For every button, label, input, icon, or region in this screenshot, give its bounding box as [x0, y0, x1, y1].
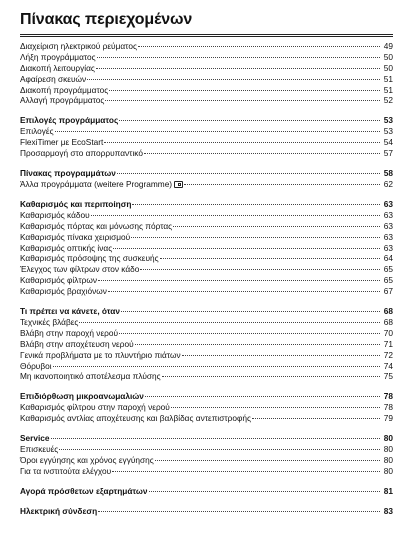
title-rule-top — [20, 34, 393, 35]
book-icon — [174, 181, 183, 188]
toc-entry[interactable] — [20, 264, 393, 275]
section-gap — [20, 477, 393, 485]
section-gap — [20, 190, 393, 198]
toc-entry-label: Άλλα προγράμματα (weitere Programme) — [20, 179, 173, 190]
toc-section — [20, 382, 393, 424]
dot-leader — [96, 68, 380, 69]
page-title: Πίνακας περιεχομένων — [20, 11, 193, 28]
dot-leader — [184, 184, 380, 185]
dot-leader — [145, 396, 380, 397]
toc-entry[interactable] — [20, 232, 393, 243]
toc-entry[interactable] — [20, 328, 393, 339]
toc-section-heading[interactable] — [20, 505, 393, 517]
toc-entry[interactable] — [20, 41, 393, 52]
page-number: 80 — [383, 433, 393, 444]
dot-leader — [252, 418, 380, 419]
page-number: 57 — [383, 148, 393, 159]
toc-entry-label: Καθαρισμός φίλτρων — [20, 275, 98, 286]
toc-entry[interactable] — [20, 413, 393, 424]
toc-entry[interactable] — [20, 126, 393, 137]
dot-leader — [51, 438, 380, 439]
toc-entry-label: Για τα ινστιτούτα ελέγχου — [20, 465, 112, 476]
page-number: 81 — [383, 485, 393, 496]
toc-entry-label: Διαχείριση ηλεκτρικού ρεύματος — [20, 41, 137, 51]
toc-entry-label: Καθαρισμός φίλτρου στην παροχή νερού — [20, 402, 170, 413]
dot-leader — [53, 366, 380, 367]
page-number: 50 — [383, 51, 393, 62]
toc-entry-label: Λήξη προγράμματος — [20, 51, 96, 62]
dot-leader — [105, 100, 380, 101]
page-number: 80 — [383, 455, 393, 466]
page-number: 62 — [383, 179, 393, 190]
toc-entry[interactable] — [20, 179, 393, 190]
toc-section-heading[interactable] — [20, 432, 393, 444]
toc-entry[interactable] — [20, 85, 393, 96]
toc-section-heading[interactable] — [20, 390, 393, 402]
dot-leader — [171, 407, 380, 408]
toc-entry-label: Θόρυβοι — [20, 360, 52, 371]
page-number: 72 — [383, 349, 393, 360]
toc-entry[interactable] — [20, 317, 393, 328]
section-gap — [20, 424, 393, 432]
page-number: 50 — [383, 62, 393, 73]
toc-entry-label: Επισκευές — [20, 444, 59, 455]
page-number: 83 — [383, 505, 393, 516]
page-number: 51 — [383, 84, 393, 95]
page-number: 68 — [383, 317, 393, 328]
page-number: 74 — [383, 360, 393, 371]
dot-leader — [108, 291, 380, 292]
toc-entry-label: Καθαρισμός πίνακα χειρισμού — [20, 231, 131, 242]
page-number: 79 — [383, 413, 393, 424]
dot-leader — [79, 322, 380, 323]
toc-section — [20, 190, 393, 297]
toc-section-heading[interactable] — [20, 305, 393, 317]
page-number: 51 — [383, 73, 393, 84]
toc-heading-label: Επιδιόρθωση μικροανωμαλιών — [20, 391, 144, 402]
page-number: 78 — [383, 391, 393, 402]
toc-entry-label: Όροι εγγύησης και χρόνος εγγύησης — [20, 455, 154, 466]
page-number: 63 — [383, 242, 393, 253]
page-number: 53 — [383, 126, 393, 137]
page-number: 78 — [383, 402, 393, 413]
toc-section — [20, 497, 393, 517]
toc-section-heading[interactable] — [20, 485, 393, 497]
toc-entry-label: Διακοπή προγράμματος — [20, 84, 109, 95]
page-number: 80 — [383, 465, 393, 476]
toc-entry[interactable] — [20, 148, 393, 159]
dot-leader — [121, 311, 380, 312]
dot-leader — [119, 120, 380, 121]
dot-leader — [55, 131, 380, 132]
toc-entry[interactable] — [20, 95, 393, 106]
toc-entry[interactable] — [20, 74, 393, 85]
page-number: 63 — [383, 220, 393, 231]
toc-entry-label: Καθαρισμός πρόσοψης της συσκευής — [20, 253, 159, 264]
toc-entry-label: Βλάβη στην αποχέτευση νερού — [20, 338, 134, 349]
toc-entry-label: Καθαρισμός βραχιόνων — [20, 286, 107, 297]
section-gap — [20, 497, 393, 505]
page-number: 54 — [383, 137, 393, 148]
section-gap — [20, 382, 393, 390]
toc-entry-label: Διακοπή λειτουργίας — [20, 62, 95, 73]
dot-leader — [59, 449, 380, 450]
page-number: 70 — [383, 327, 393, 338]
table-of-contents — [20, 41, 393, 517]
section-gap — [20, 297, 393, 305]
toc-heading-label: Ηλεκτρική σύνδεση — [20, 505, 98, 516]
toc-section — [20, 477, 393, 497]
page-number: 63 — [383, 198, 393, 209]
toc-entry-label: Καθαρισμός οπτικής ίνας — [20, 242, 113, 253]
page-number: 63 — [383, 209, 393, 220]
toc-section-heading[interactable] — [20, 167, 393, 179]
toc-entry[interactable] — [20, 221, 393, 232]
toc-entry[interactable] — [20, 63, 393, 74]
section-gap — [20, 106, 393, 114]
dot-leader — [104, 142, 380, 143]
dot-leader — [162, 376, 380, 377]
page-number: 67 — [383, 286, 393, 297]
toc-heading-label: Αγορά πρόσθετων εξαρτημάτων — [20, 485, 148, 496]
toc-entry[interactable] — [20, 455, 393, 466]
toc-entry[interactable] — [20, 52, 393, 63]
title-rule-bottom — [20, 36, 393, 37]
toc-entry[interactable] — [20, 137, 393, 148]
toc-heading-label: Τι πρέπει να κάνετε, όταν — [20, 306, 120, 317]
toc-entry[interactable] — [20, 371, 393, 382]
toc-entry-label: Τεχνικές βλάβες — [20, 317, 79, 328]
page-number: 65 — [383, 275, 393, 286]
page-number: 68 — [383, 306, 393, 317]
toc-entry[interactable] — [20, 275, 393, 286]
toc-entry[interactable] — [20, 243, 393, 254]
toc-entry-label: Καθαρισμός πόρτας και μόνωσης πόρτας — [20, 220, 173, 231]
toc-entry-label: Καθαρισμός κάδου — [20, 209, 90, 220]
page-number: 65 — [383, 264, 393, 275]
toc-section — [20, 424, 393, 477]
toc-section-heading[interactable] — [20, 114, 393, 126]
toc-entry-label: Βλάβη στην παροχή νερού — [20, 327, 119, 338]
toc-entry[interactable] — [20, 402, 393, 413]
toc-entry-label: Γενικά προβλήματα με το πλυντήριο πιάτων — [20, 349, 181, 360]
toc-entry-label: Επιλογές — [20, 126, 54, 137]
toc-section-heading[interactable] — [20, 198, 393, 210]
toc-entry-label: Προσαρμογή στο απορρυπαντικό — [20, 148, 143, 159]
toc-entry-label: FlexiTimer με EcoStart — [20, 137, 104, 148]
page-number: 80 — [383, 444, 393, 455]
toc-entry-label: Έλεγχος των φίλτρων στον κάδο — [20, 264, 140, 275]
dot-leader — [149, 491, 380, 492]
page-number: 71 — [383, 338, 393, 349]
toc-entry[interactable] — [20, 444, 393, 455]
page-number: 52 — [383, 95, 393, 106]
dot-leader — [119, 333, 380, 334]
toc-section — [20, 106, 393, 159]
dot-leader — [91, 215, 380, 216]
dot-leader — [132, 204, 380, 205]
toc-entry-label: Καθαρισμός αντλίας αποχέτευσης και βαλβίδας αντεπιστροφής — [20, 413, 251, 424]
dot-leader — [138, 46, 380, 47]
toc-section — [20, 41, 393, 106]
page-number: 53 — [383, 115, 393, 126]
toc-entry[interactable] — [20, 350, 393, 361]
dot-leader — [112, 471, 380, 472]
dot-leader — [155, 460, 380, 461]
page-number: 64 — [383, 253, 393, 264]
toc-heading-label: Καθαρισμός και περιποίηση — [20, 198, 132, 209]
dot-leader — [117, 173, 380, 174]
toc-section — [20, 297, 393, 382]
dot-leader — [182, 355, 380, 356]
page-number: 75 — [383, 371, 393, 382]
toc-entry[interactable] — [20, 210, 393, 221]
page-number: 63 — [383, 231, 393, 242]
toc-entry[interactable] — [20, 466, 393, 477]
dot-leader — [140, 269, 380, 270]
dot-leader — [109, 90, 380, 91]
dot-leader — [98, 511, 380, 512]
dot-leader — [113, 248, 380, 249]
dot-leader — [135, 344, 380, 345]
toc-entry-label: Αλλαγή προγράμματος — [20, 95, 105, 106]
page-number: 58 — [383, 168, 393, 179]
dot-leader — [160, 258, 380, 259]
dot-leader — [98, 280, 380, 281]
section-gap — [20, 159, 393, 167]
toc-entry[interactable] — [20, 361, 393, 372]
dot-leader — [87, 79, 380, 80]
dot-leader — [173, 226, 380, 227]
dot-leader — [144, 153, 380, 154]
dot-leader — [97, 57, 380, 58]
toc-heading-label: Πίνακας προγραμμάτων — [20, 168, 116, 179]
toc-entry[interactable] — [20, 253, 393, 264]
toc-entry[interactable] — [20, 339, 393, 350]
toc-entry-label: Αφαίρεση σκευών — [20, 73, 87, 84]
toc-entry[interactable] — [20, 286, 393, 297]
toc-heading-label: Service — [20, 433, 50, 444]
toc-section — [20, 159, 393, 190]
toc-heading-label: Επιλογές προγράμματος — [20, 115, 119, 126]
toc-entry-label: Μη ικανοποιητικό αποτέλεσμα πλύσης — [20, 371, 161, 382]
dot-leader — [131, 237, 380, 238]
page-number: 49 — [383, 41, 393, 51]
